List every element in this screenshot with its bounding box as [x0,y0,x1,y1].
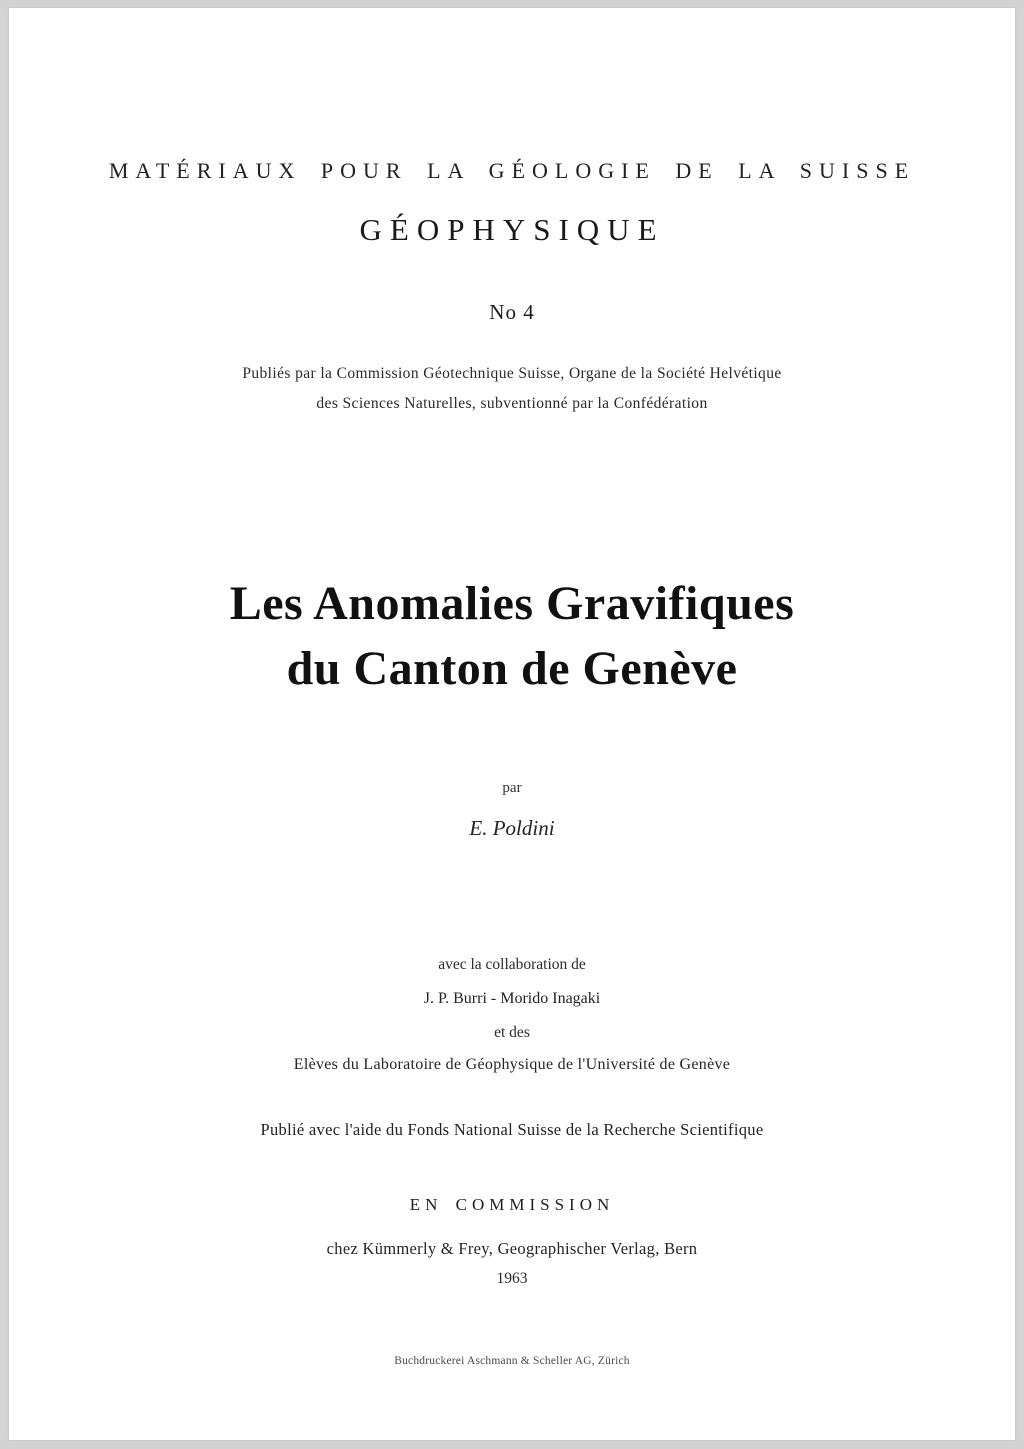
series-subtitle: GÉOPHYSIQUE [359,212,665,247]
collaborators: J. P. Burri - Morido Inagaki [423,990,601,1007]
publication-year: 1963 [496,1270,528,1287]
commission-label: EN COMMISSION [409,1195,615,1214]
publisher-line-2: des Sciences Naturelles, subventionné par la Confédération [316,395,708,412]
issue-number: No 4 [489,300,535,324]
collaboration-intro: avec la collaboration de [438,956,586,973]
funding-note: Publié avec l'aide du Fonds National Suisse de la Recherche Scientifique [260,1120,764,1139]
collaboration-connector: et des [494,1024,530,1041]
publisher-line-1: Publiés par la Commission Géotechnique Suisse, Organe de la Société Helvétique [242,365,782,382]
title-page [9,8,1015,1440]
distributor-line: chez Kümmerly & Frey, Geographischer Verlag, Bern [326,1239,698,1258]
byline-prefix: par [502,780,522,796]
series-title: MATÉRIAUX POUR LA GÉOLOGIE DE LA SUISSE [108,158,916,183]
main-title-line-1: Les Anomalies Gravifiques [229,577,795,630]
main-title-line-2: du Canton de Genève [286,642,738,695]
printer-imprint: Buchdruckerei Aschmann & Scheller AG, Zürich [394,1355,630,1367]
collaboration-group: Elèves du Laboratoire de Géophysique de l'Université de Genève [293,1056,731,1073]
author-name: E. Poldini [469,816,555,840]
